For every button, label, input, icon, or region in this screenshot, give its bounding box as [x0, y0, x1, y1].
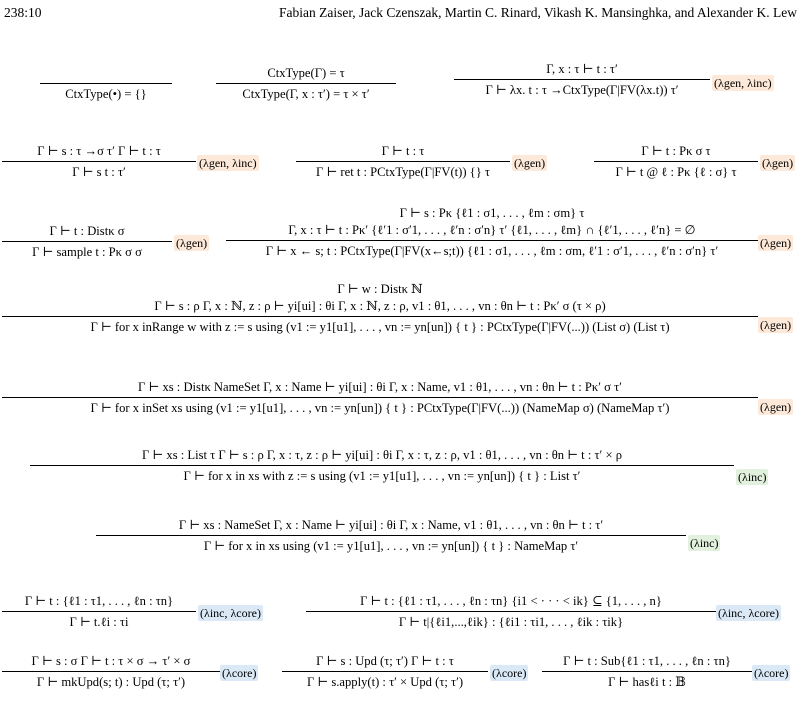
page-header: [4, 5, 797, 25]
rule-premise: Γ ⊢ xs : List τ Γ ⊢ s : ρ Γ, x : τ, z : ρ ⊢ yi[ui] : θi Γ, x : τ, z : ρ, v1 : θ1, . . . , vn : θn ⊢ t : τ′ × ρ: [142, 448, 622, 462]
inference-bar: [282, 671, 488, 672]
rule-premise: Γ ⊢ w : Distκ ℕ: [337, 282, 423, 296]
rule-bind: [226, 206, 758, 259]
rule-label: [736, 470, 768, 485]
label-text: (λgen): [760, 236, 792, 250]
inference-bar: [296, 161, 510, 162]
inference-bar: [30, 465, 734, 466]
label-text: (λinc, λcore): [718, 606, 779, 620]
label-text: (λinc, λcore): [200, 606, 261, 620]
rule-label: [758, 236, 793, 251]
rule-label: [752, 666, 790, 681]
label-text: (λgen): [762, 156, 794, 170]
rule-premise: Γ ⊢ t : Sub{ℓ1 : τ1, . . . , ℓn : τn}: [563, 654, 731, 668]
inference-bar: [2, 161, 196, 162]
inference-bar: [306, 611, 716, 612]
rule-label: [716, 606, 781, 621]
rule-premise: [103, 66, 109, 81]
rule-conclusion: Γ ⊢ ret t : PCtxType(Γ|FV(t)) {} τ: [316, 165, 490, 179]
rule-label: [490, 666, 528, 681]
rule-premise: CtxType(Γ) = τ: [267, 66, 345, 80]
rule-conclusion: CtxType(•) = {}: [65, 87, 147, 101]
rule-label: [760, 156, 795, 171]
rule-label: [174, 236, 209, 251]
rule-conclusion: Γ ⊢ s.apply(t) : τ′ × Upd (τ; τ′): [306, 675, 464, 689]
rule-premise: Γ ⊢ xs : NameSet Γ, x : Name ⊢ yi[ui] : θi Γ, x : Name, v1 : θ1, . . . , vn : θn ⊢ t : τ′: [178, 518, 604, 532]
rule-label: [220, 666, 258, 681]
label-text: (λinc): [690, 536, 719, 550]
inference-bar: [2, 671, 220, 672]
label-text: (λgen): [514, 156, 546, 170]
rule-app: [2, 144, 196, 180]
rule-premise: Γ ⊢ s : ρ Γ, x : ℕ, z : ρ ⊢ yi[ui] : θi Γ, x : ℕ, z : ρ, v1 : θ1, . . . , vn : θn ⊢ t : Pκ′ σ (τ × ρ): [154, 299, 606, 313]
rule-ret: [296, 144, 510, 180]
rule-label: [758, 400, 793, 415]
rule-apply: [282, 654, 488, 690]
rule-conclusion: Γ ⊢ hasℓi t : 𝔹: [608, 675, 686, 689]
rule-premise: Γ ⊢ xs : Distκ NameSet Γ, x : Name ⊢ yi[ui] : θi Γ, x : Name, v1 : θ1, . . . , vn : θn ⊢ t : Pκ′ σ τ′: [138, 380, 622, 394]
rule-premise: Γ, x : τ ⊢ t : Pκ′ {ℓ′1 : σ′1, . . . , ℓ′n : σ′n} τ′ {ℓ1, . . . , ℓm} ∩ {ℓ′1, . . . , ℓ′n} = ∅: [288, 223, 696, 237]
rule-conclusion: Γ ⊢ λx. t : τ →CtxType(Γ|FV(λx.t)) τ′: [485, 83, 679, 97]
rule-premise: Γ ⊢ t : {ℓ1 : τ1, . . . , ℓn : τn}: [24, 594, 174, 608]
page-number: 238:10: [4, 5, 42, 20]
rule-in-list: [30, 448, 734, 484]
rule-lam: [454, 62, 710, 98]
rule-premise: Γ ⊢ s : τ →σ τ′ Γ ⊢ t : τ: [37, 144, 161, 158]
inference-bar: [2, 397, 758, 398]
rule-ctx-empty: [40, 66, 172, 102]
inference-bar: [216, 83, 396, 84]
inference-bar: [2, 611, 196, 612]
rule-premise: Γ ⊢ s : Upd (τ; τ′) Γ ⊢ t : τ: [316, 654, 454, 668]
rule-label: [758, 318, 793, 333]
rule-premise: Γ ⊢ s : σ Γ ⊢ t : τ × σ → τ′ × σ: [31, 654, 191, 668]
rule-conclusion: Γ ⊢ for x in xs using (v1 := y1[u1], . . . , vn := yn[un]) { t } : NameMap τ′: [203, 539, 579, 553]
rule-premise: Γ ⊢ s : Pκ {ℓ1 : σ1, . . . , ℓm : σm} τ: [399, 206, 585, 220]
rule-proj: [2, 594, 196, 630]
inference-bar: [40, 83, 172, 84]
label-text: (λgen, λinc): [199, 156, 257, 170]
rule-conclusion: Γ ⊢ for x in xs with z := s using (v1 := y1[u1], . . . , vn := yn[un]) { t } : List τ′: [183, 469, 581, 483]
label-text: (λgen): [760, 318, 792, 332]
rule-inrange: [2, 282, 758, 335]
rule-premise: Γ ⊢ t : {ℓ1 : τ1, . . . , ℓn : τn} {i1 < · · · < ik} ⊆ {1, . . . , n}: [360, 594, 662, 608]
rule-conclusion: Γ ⊢ t|{ℓi1,...,ℓik} : {ℓi1 : τi1, . . . , ℓik : τik}: [398, 615, 624, 629]
label-text: (λcore): [222, 666, 257, 680]
rule-conclusion: Γ ⊢ s t : τ′: [72, 165, 126, 179]
rule-conclusion: Γ ⊢ for x inSet xs using (v1 := y1[u1], . . . , vn := yn[un]) { t } : PCtxType(Γ|FV(...)) (NameMap σ) (NameMap τ′): [90, 401, 670, 415]
label-text: (λgen, λinc): [714, 76, 772, 90]
inference-bar: [2, 316, 758, 317]
label-text: (λinc): [738, 470, 767, 484]
rule-conclusion: Γ ⊢ for x inRange w with z := s using (v1 := y1[u1], . . . , vn := yn[un]) { t } : PCtxType(Γ|FV(...)) (List σ) (List τ): [90, 320, 670, 334]
rule-label: [688, 536, 720, 551]
rule-label: [512, 156, 547, 171]
rule-has: [542, 654, 752, 690]
inference-bar: [454, 79, 710, 80]
rule-premise: Γ, x : τ ⊢ t : τ′: [546, 62, 618, 76]
inference-bar: [96, 535, 686, 536]
rule-restrict: [306, 594, 716, 630]
rule-ctx-ext: [216, 66, 396, 102]
rule-inset: [2, 380, 758, 416]
rule-conclusion: CtxType(Γ, x : τ′) = τ × τ′: [242, 87, 370, 101]
rule-label: [712, 76, 774, 91]
rule-premise: Γ ⊢ t : τ: [381, 144, 425, 158]
label-text: (λcore): [754, 666, 789, 680]
label-text: (λcore): [492, 666, 527, 680]
rule-at: [594, 144, 758, 180]
rule-label: [198, 606, 263, 621]
inference-bar: [226, 240, 758, 241]
rule-label: [197, 156, 259, 171]
inference-bar: [594, 161, 758, 162]
rule-sample: [2, 224, 172, 260]
rule-premise: Γ ⊢ t : Pκ σ τ: [641, 144, 711, 158]
rule-premise: Γ ⊢ t : Distκ σ: [49, 224, 125, 238]
rule-conclusion: Γ ⊢ t.ℓi : τi: [69, 615, 129, 629]
label-text: (λgen): [176, 236, 208, 250]
rule-in-nameset: [96, 518, 686, 554]
inference-bar: [2, 241, 172, 242]
rule-mkupd: [2, 654, 220, 690]
running-authors: Fabian Zaiser, Jack Czenszak, Martin C. Rinard, Vikash K. Mansinghka, and Alexander K. Lew: [278, 5, 797, 20]
rule-conclusion: Γ ⊢ sample t : Pκ σ σ: [32, 245, 142, 259]
rule-conclusion: Γ ⊢ x ← s; t : PCtxType(Γ|FV(x←s;t)) {ℓ1 : σ1, . . . , ℓm : σm, ℓ′1 : σ′1, . . . , ℓ′n : σ′n} τ′: [265, 244, 719, 258]
inference-bar: [542, 671, 752, 672]
rule-conclusion: Γ ⊢ t @ ℓ : Pκ {ℓ : σ} τ: [615, 165, 737, 179]
label-text: (λgen): [760, 400, 792, 414]
rule-conclusion: Γ ⊢ mkUpd(s; t) : Upd (τ; τ′): [36, 675, 186, 689]
